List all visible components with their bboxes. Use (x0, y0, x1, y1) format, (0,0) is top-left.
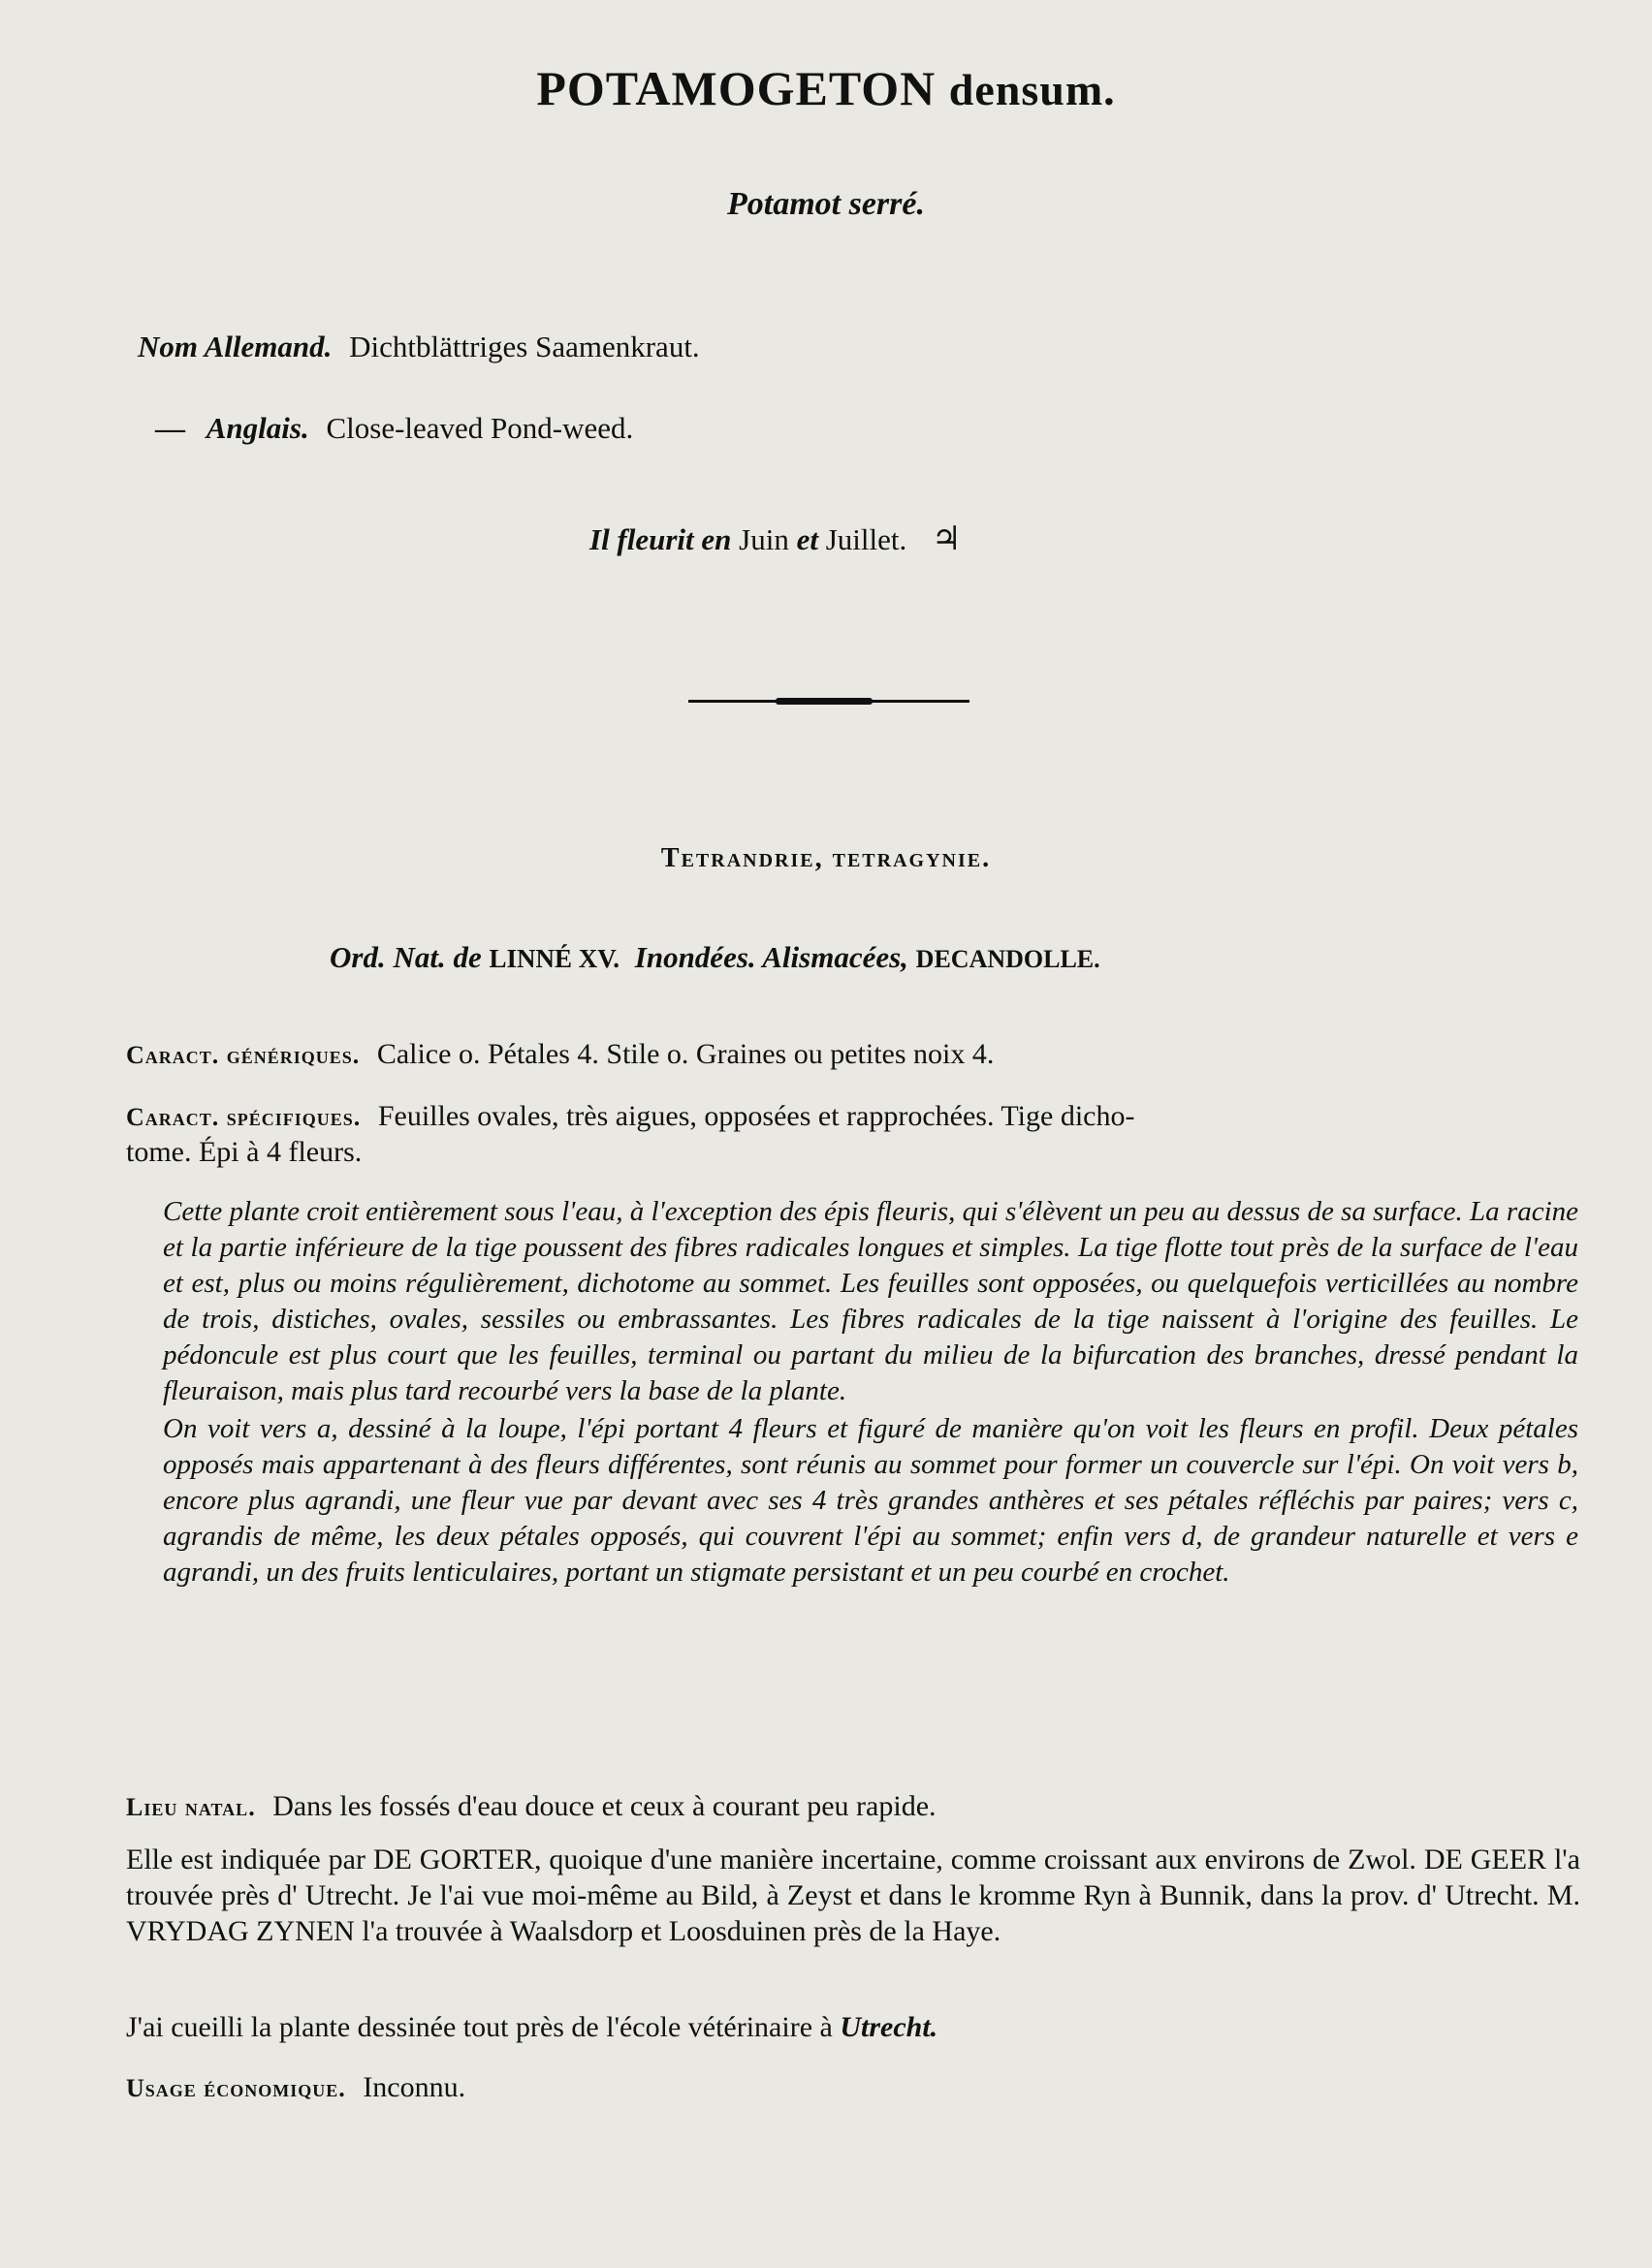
description-paragraph-1: Cette plante croit entièrement sous l'eau, à l'exception des épis fleuris, qui s'élèvent un peu au dessus de sa surface. La racine et la partie inférieure de la tige poussent des fibres radicales longues et simples. La tige flotte tout près de la surface de l'eau et est, plus ou moins régulièrement, dichotome au sommet. Les feuilles sont opposées, ou quelquefois verticillées au nombre de trois, distiches, ovales, sessiles ou embrassantes. Les fibres radicales de la tige naissent à l'origine des feuilles. Le pédoncule est plus court que les feuilles, terminal ou partant du milieu de la bifurcation des branches, dressé pendant la fleuraison, mais plus tard recourbé vers la base de la plante. (163, 1196, 1578, 1406)
english-name-label: Anglais. (206, 411, 309, 445)
flowering-text-1: Il fleurit (589, 522, 694, 556)
title-genus: POTAMOGETON (536, 61, 937, 115)
perennial-symbol: ♃ (932, 521, 962, 557)
lieu-label: Lieu natal. (126, 1793, 256, 1821)
flowering-line (589, 520, 961, 558)
caract-generiques (126, 1037, 1580, 1073)
cueilli-text: J'ai cueilli la plante dessinée tout près de l'école vétérinaire à (126, 2011, 833, 2043)
caract-gen-text: Calice o. Pétales 4. Stile o. Graines ou petites noix 4. (376, 1038, 995, 1070)
description (163, 1194, 1578, 1591)
caract-specifiques (126, 1099, 1580, 1170)
caract-spec-text: Feuilles ovales, très aigues, opposées et rapprochées. Tige dicho- (377, 1100, 1135, 1132)
flowering-month-1: Juin (739, 522, 789, 556)
flowering-text-3: et (796, 522, 818, 556)
caract-spec-label: Caract. spécifiques. (126, 1103, 362, 1131)
usage-economique (126, 2070, 1580, 2106)
usage-text: Inconnu. (363, 2071, 466, 2103)
ord-nat-label: Ord. Nat. de (330, 940, 482, 974)
caract-spec-text-2: tome. Épi à 4 fleurs. (126, 1136, 363, 1168)
ord-nat-decandolle: DECANDOLLE. (915, 945, 1100, 973)
german-name-value: Dichtblättriges Saamenkraut. (349, 330, 700, 363)
title-species: densum. (948, 65, 1116, 114)
description-paragraph-2: On voit vers a, dessiné à la loupe, l'épi portant 4 fleurs et figuré de manière qu'on voit les fleurs en profil. Deux pétales opposés mais appartenant à des fleurs différentes, sont réunis au sommet pour former un couvercle sur l'épi. On voit vers b, encore plus agrandi, une fleur vue par devant avec ses 4 très grandes anthères et ses pétales réfléchis par paires; vers c, agrandis de même, les deux pétales opposés, qui couvrent l'épi au sommet; enfin vers d, de grandeur naturelle et vers e agrandi, un des fruits lenticulaires, portant un stigmate persistant et un peu courbé en crochet. (163, 1413, 1578, 1588)
usage-label: Usage économique. (126, 2074, 346, 2102)
ord-nat-families: Inondées. Alismacées, (634, 940, 908, 974)
subtitle: Potamot serré. (727, 186, 925, 222)
english-name-value: Close-leaved Pond-weed. (326, 411, 634, 445)
page-title (0, 60, 1652, 116)
lieu-natal (126, 1789, 1580, 1825)
english-name-row (155, 411, 633, 446)
ord-nat-line (330, 940, 1100, 975)
german-name-row (138, 330, 700, 364)
classification: Tetrandrie, tetragynie. (660, 843, 992, 873)
ord-nat-linne: LINNÉ XV. (489, 944, 620, 973)
cueilli-place: Utrecht. (840, 2011, 938, 2043)
flowering-month-2: Juillet. (825, 522, 907, 556)
divider-rule-center (776, 698, 873, 705)
lieu-text: Dans les fossés d'eau douce et ceux à courant peu rapide. (272, 1790, 937, 1822)
german-name-label: Nom Allemand. (138, 330, 333, 363)
flowering-text-2: en (701, 522, 732, 556)
cueilli-line (126, 2010, 1580, 2045)
caract-gen-label: Caract. génériques. (126, 1041, 361, 1069)
english-name-dash: — (155, 411, 185, 445)
indication: Elle est indiquée par DE GORTER, quoique d'une manière incertaine, comme croissant aux environs de Zwol. DE GEER l'a trouvée près d' Utrecht. Je l'ai vue moi-même au Bild, à Zeyst et dans le kromme Ryn à Bunnik, dans la prov. d' Utrecht. M. VRYDAG ZYNEN l'a trouvée à Waalsdorp et Loosduinen près de la Haye. (126, 1843, 1580, 1947)
